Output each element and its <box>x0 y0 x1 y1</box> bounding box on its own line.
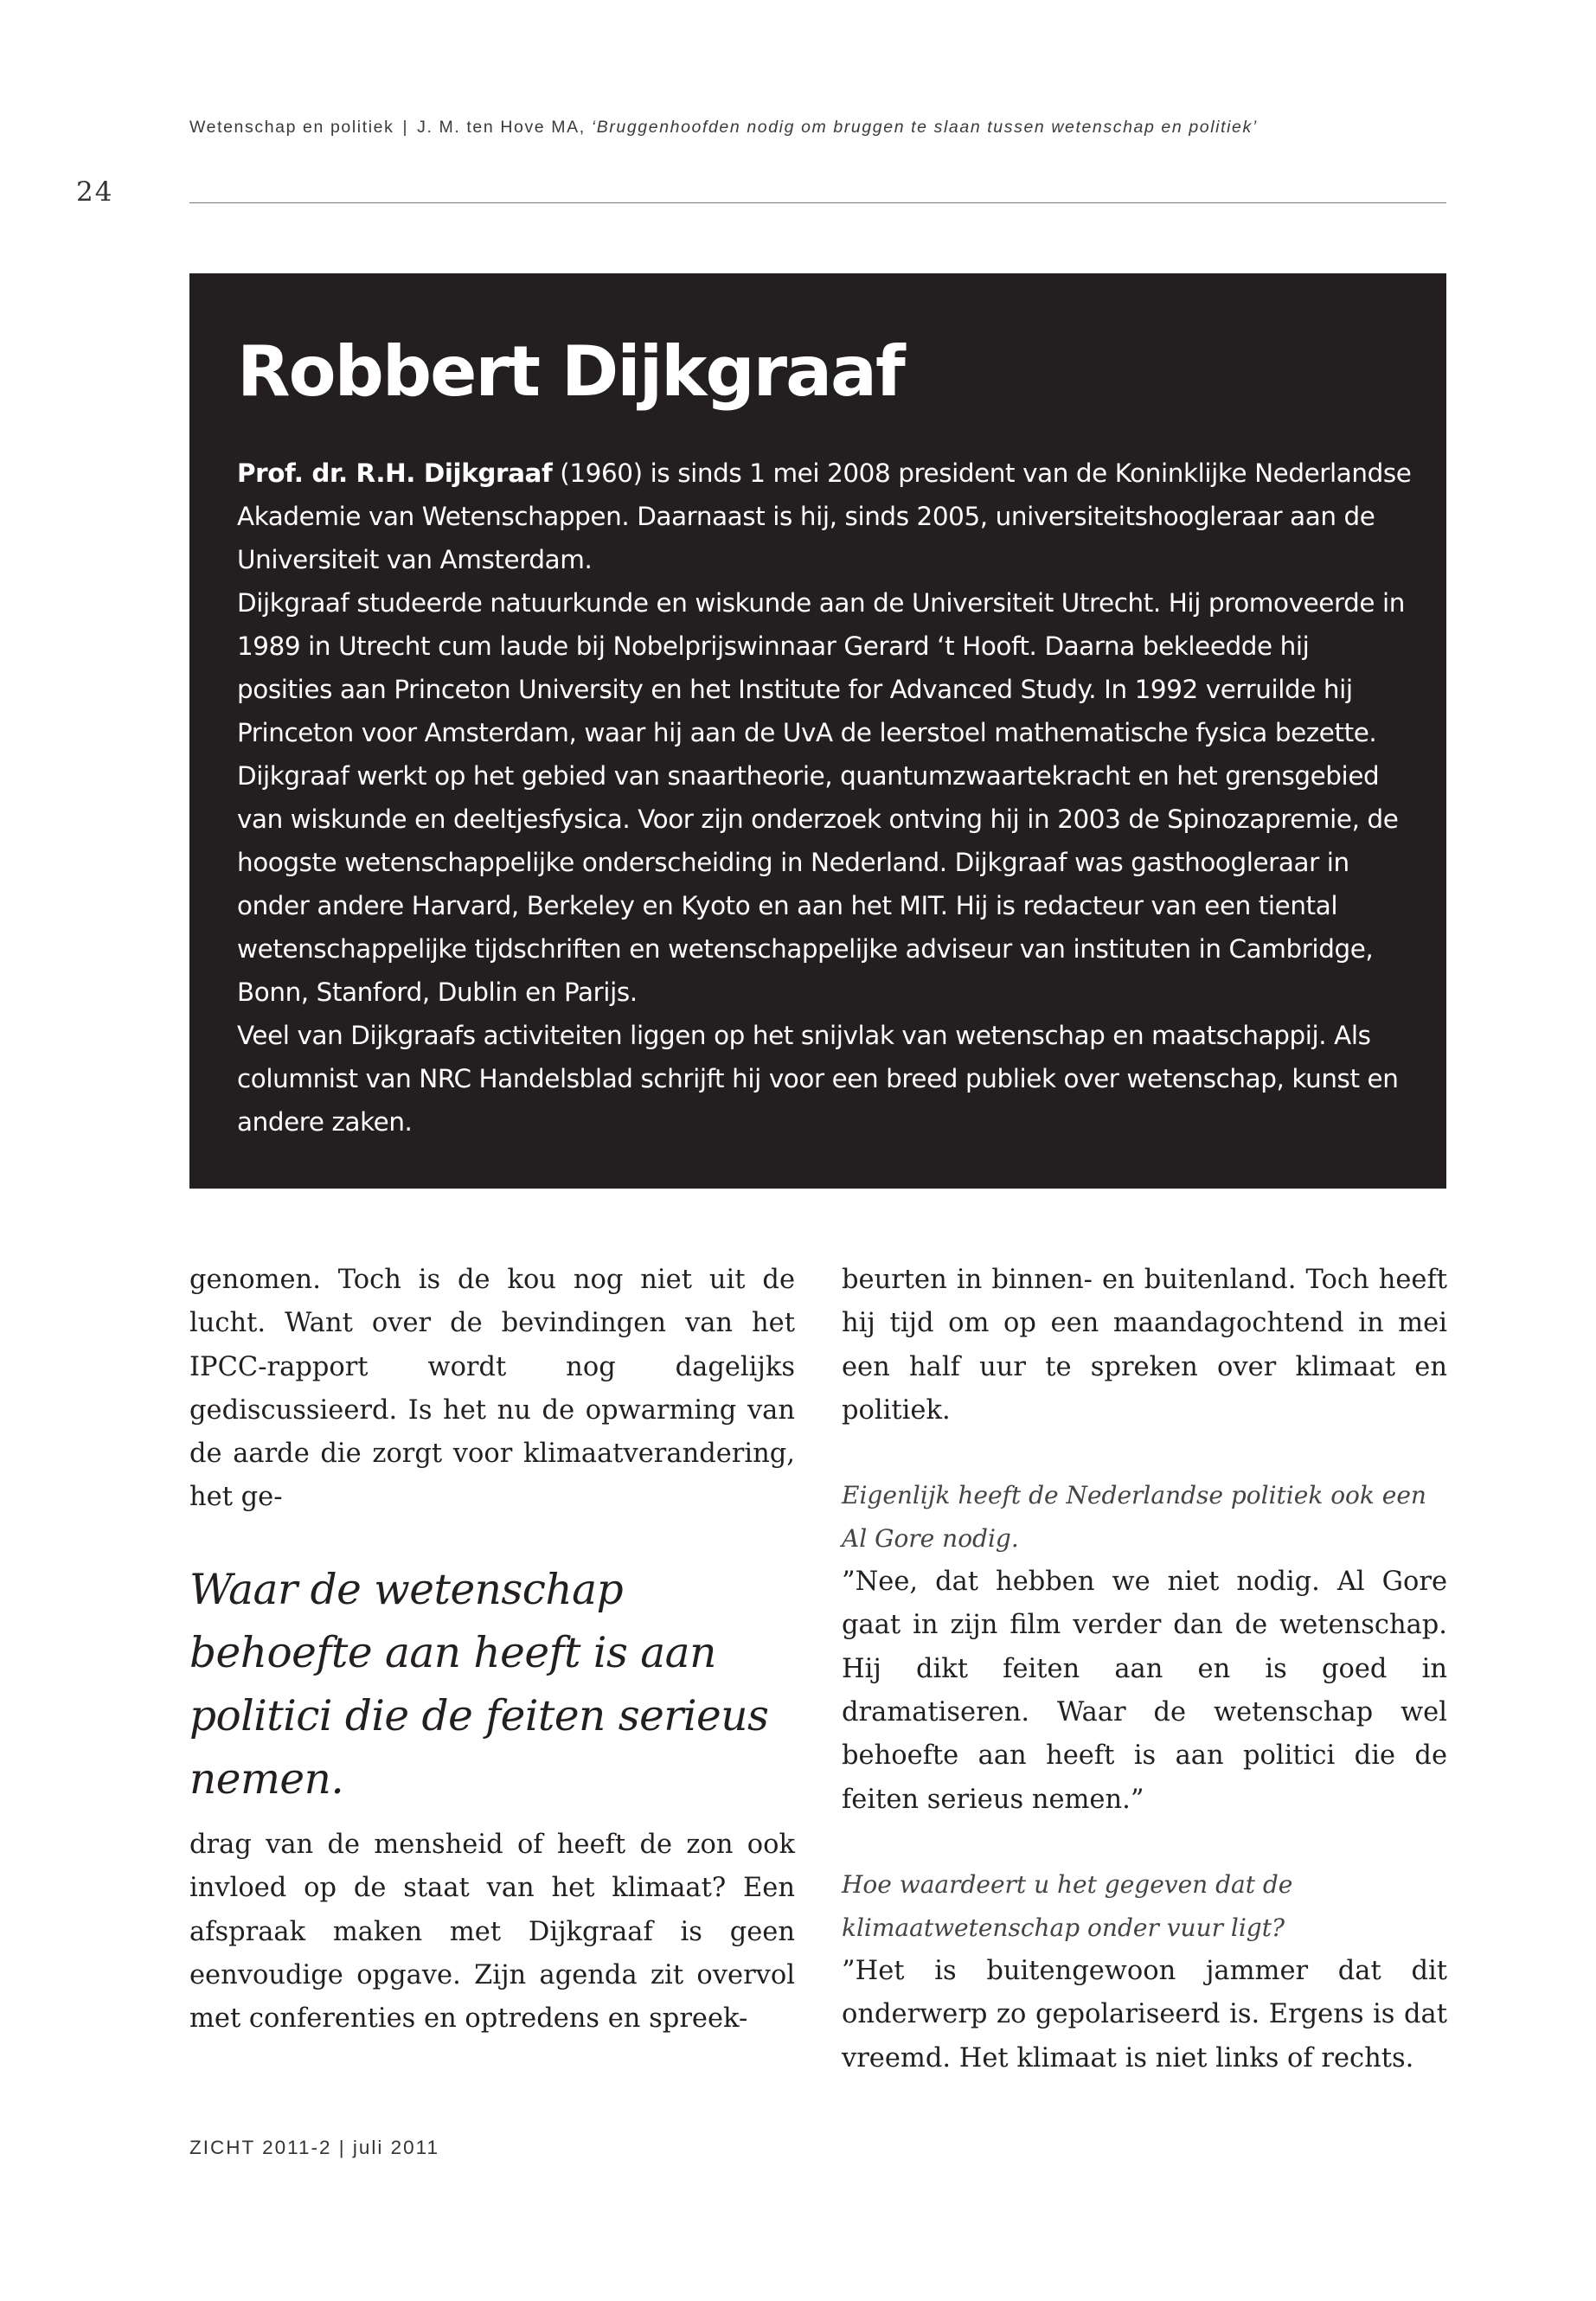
right-column <box>842 1259 1447 2080</box>
header-separator: | <box>402 118 409 137</box>
header-rule <box>189 202 1446 203</box>
bio-intro-bold: Prof. dr. R.H. Dijkgraaf <box>237 458 553 488</box>
running-header <box>189 118 1444 138</box>
interview-answer-2: ”Het is buitengewoon jammer dat dit onderwerp zo gepolariseerd is. Ergens is dat vreemd. Het klimaat is niet links of rechts. <box>842 1955 1447 2073</box>
left-column-bottom-text: drag van de mensheid of heeft de zon ook invloed op de staat van het klimaat? Een afspraak maken met Dijkgraaf is geen eenvoudige opgave. Zijn agenda zit overvol met conferenties en optredens en spreek- <box>189 1830 795 2035</box>
interview-question-2: Hoe waardeert u het gegeven dat de klimaatwetenschap onder vuur ligt? <box>842 1869 1293 1942</box>
bio-box <box>189 273 1446 1189</box>
pull-quote: Waar de wetenschap behoefte aan heeft is aan politici die de feiten serieus nemen. <box>189 1566 769 1804</box>
page-number: 24 <box>76 176 114 208</box>
bio-intro-rest: (1960) is sinds 1 mei 2008 president van de Koninklijke Nederlandse Akademie van Wetenschappen. Daarnaast is hij, sinds 2005, universiteitshoogleraar aan de Universiteit van Amsterdam. <box>237 458 1412 574</box>
interview-question-1: Eigenlijk heeft de Nederlandse politiek ook een Al Gore nodig. <box>842 1481 1426 1554</box>
header-section: Wetenschap en politiek <box>189 118 394 137</box>
bio-text <box>237 452 1412 1144</box>
left-column-top-text: genomen. Toch is de kou nog niet uit de lucht. Want over de bevindingen van het IPCC-rapport wordt nog dagelijks gediscussieerd. Is het nu de opwarming van de aarde die zorgt voor klimaatverandering, het ge- <box>189 1265 795 1513</box>
bio-name: Robbert Dijkgraaf <box>237 331 904 412</box>
left-column-bottom <box>189 1823 795 2041</box>
bio-paragraph-2: Dijkgraaf studeerde natuurkunde en wiskunde aan de Universiteit Utrecht. Hij promoveerde in 1989 in Utrecht cum laude bij Nobelprijswinnaar Gerard ‘t Hooft. Daarna bekleedde hij posities aan Princeton University en het Institute for Advanced Study. In 1992 verruilde hij Princeton voor Amsterdam, waar hij aan de UvA de leerstoel mathematische fysica bezette. Dijkgraaf werkt op het gebied van snaartheorie, quantumzwaartekracht en het grensgebied van wiskunde en deeltjesfysica. Voor zijn onderzoek ontving hij in 2003 de Spinozapremie, de hoogste wetenschappelijke onderscheiding in Nederland. Dijkgraaf was gasthoogleraar in onder andere Harvard, Berkeley en Kyoto en aan het MIT. Hij is redacteur van een tiental wetenschappelijke tijdschriften en wetenschappelijke adviseur van instituten in Cambridge, Bonn, Stanford, Dublin en Parijs. <box>237 588 1405 1007</box>
header-author: J. M. ten Hove MA, <box>417 118 586 137</box>
footer: ZICHT 2011-2 | juli 2011 <box>189 2137 439 2158</box>
interview-answer-1: ”Nee, dat hebben we niet nodig. Al Gore gaat in zijn film verder dan de wetenschap. Hij dikt feiten aan en is goed in dramatiseren. Waar de wetenschap wel behoefte aan heeft is aan politici die de feiten serieus nemen.” <box>842 1567 1447 1815</box>
bio-paragraph-1 <box>237 452 1412 581</box>
header-article-title: ‘Bruggenhoofden nodig om bruggen te slaan tussen wetenschap en politiek’ <box>591 118 1258 137</box>
bio-paragraph-3: Veel van Dijkgraafs activiteiten liggen op het snijvlak van wetenschap en maatschappij. Als columnist van NRC Handelsblad schrijft hij voor een breed publiek over wetenschap, kunst en andere zaken. <box>237 1021 1399 1137</box>
left-column-top <box>189 1259 795 1520</box>
right-paragraph-1: beurten in binnen- en buitenland. Toch heeft hij tijd om op een maandagochtend in mei een half uur te spreken over klimaat en politiek. <box>842 1265 1447 1426</box>
